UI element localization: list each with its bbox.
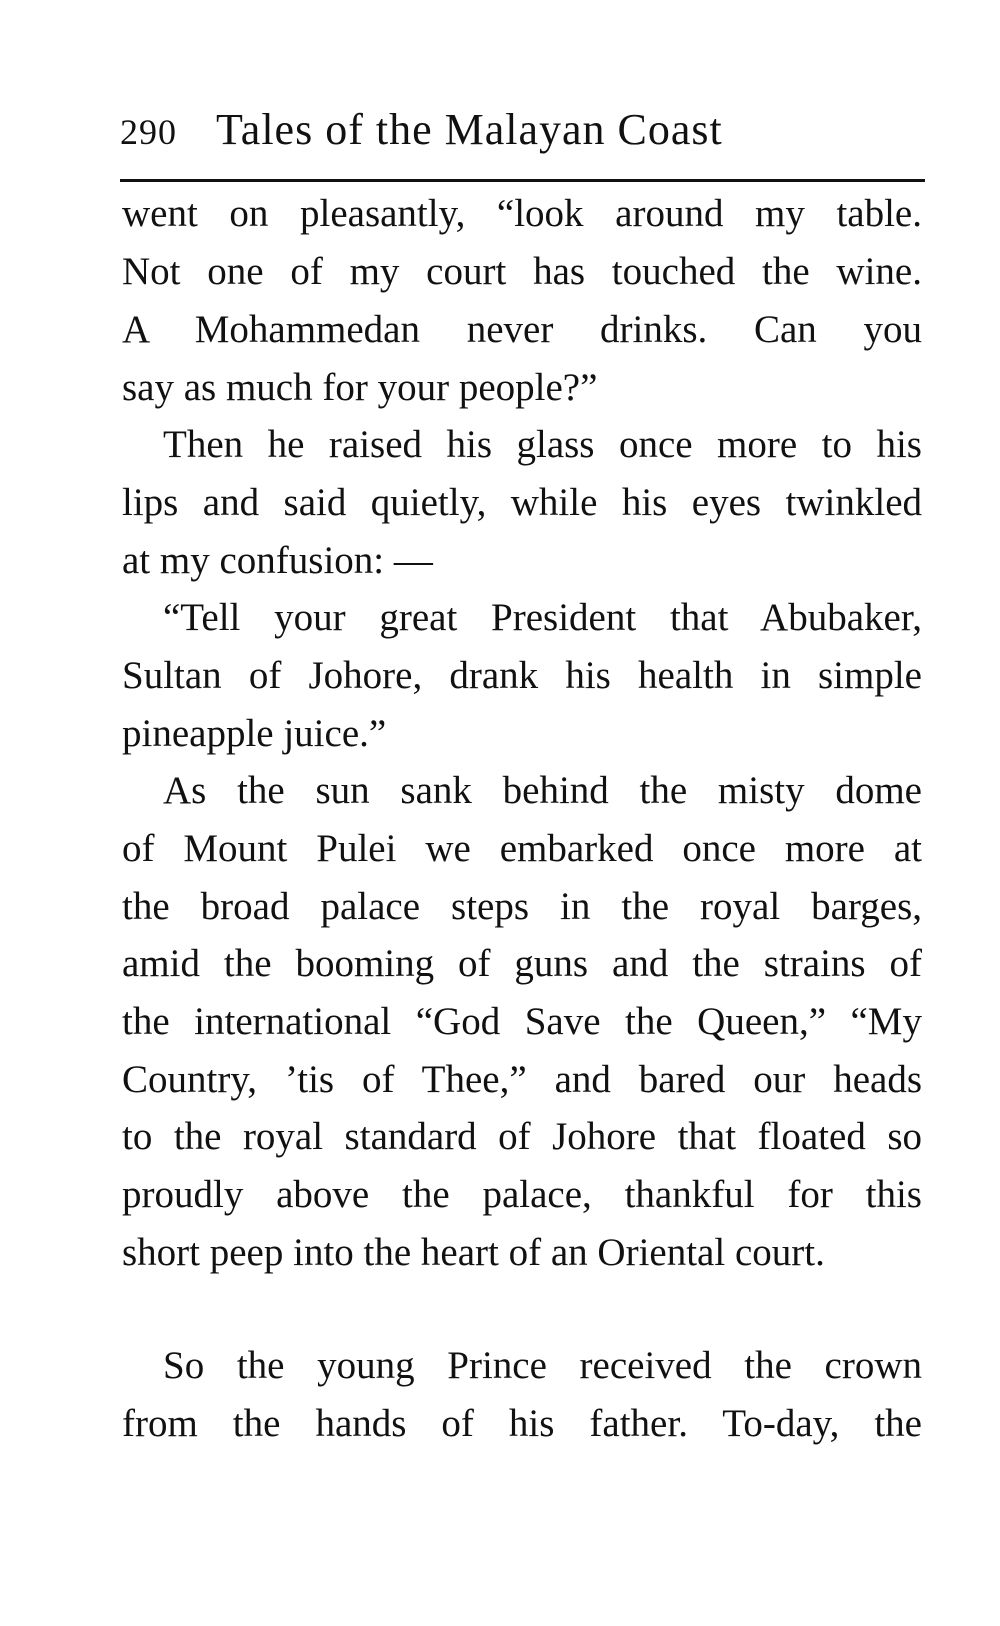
text-line: the international “God Save the Queen,” “My xyxy=(122,1000,922,1043)
running-head xyxy=(120,100,920,160)
text-line: A Mohammedan never drinks. Can you xyxy=(122,308,922,351)
text-line: Then he raised his glass once more to his xyxy=(163,423,922,466)
text-line: As the sun sank behind the misty dome xyxy=(163,769,922,812)
text-line: Country, ’tis of Thee,” and bared our heads xyxy=(122,1058,922,1101)
text-line: went on pleasantly, “look around my table. xyxy=(122,192,922,235)
text-line: So the young Prince received the crown xyxy=(163,1344,922,1387)
text-line: proudly above the palace, thankful for this xyxy=(122,1173,922,1216)
page-number: 290 xyxy=(120,112,177,152)
text-line: to the royal standard of Johore that floated so xyxy=(122,1115,922,1158)
text-line: lips and said quietly, while his eyes twinkled xyxy=(122,481,922,524)
text-line: at my confusion: — xyxy=(122,539,433,582)
text-line: “Tell your great President that Abubaker, xyxy=(163,596,922,639)
text-line: Sultan of Johore, drank his health in simple xyxy=(122,654,922,697)
text-line: of Mount Pulei we embarked once more at xyxy=(122,827,922,870)
text-line: pineapple juice.” xyxy=(122,712,387,755)
running-title: Tales of the Malayan Coast xyxy=(216,105,723,154)
text-line: the broad palace steps in the royal barges, xyxy=(122,885,922,928)
text-line: from the hands of his father. To-day, the xyxy=(122,1402,922,1445)
header-rule xyxy=(120,179,925,182)
text-line: Not one of my court has touched the wine. xyxy=(122,250,922,293)
text-line: say as much for your people?” xyxy=(122,366,598,409)
text-line: amid the booming of guns and the strains of xyxy=(122,942,922,985)
text-line: short peep into the heart of an Oriental court. xyxy=(122,1231,825,1274)
